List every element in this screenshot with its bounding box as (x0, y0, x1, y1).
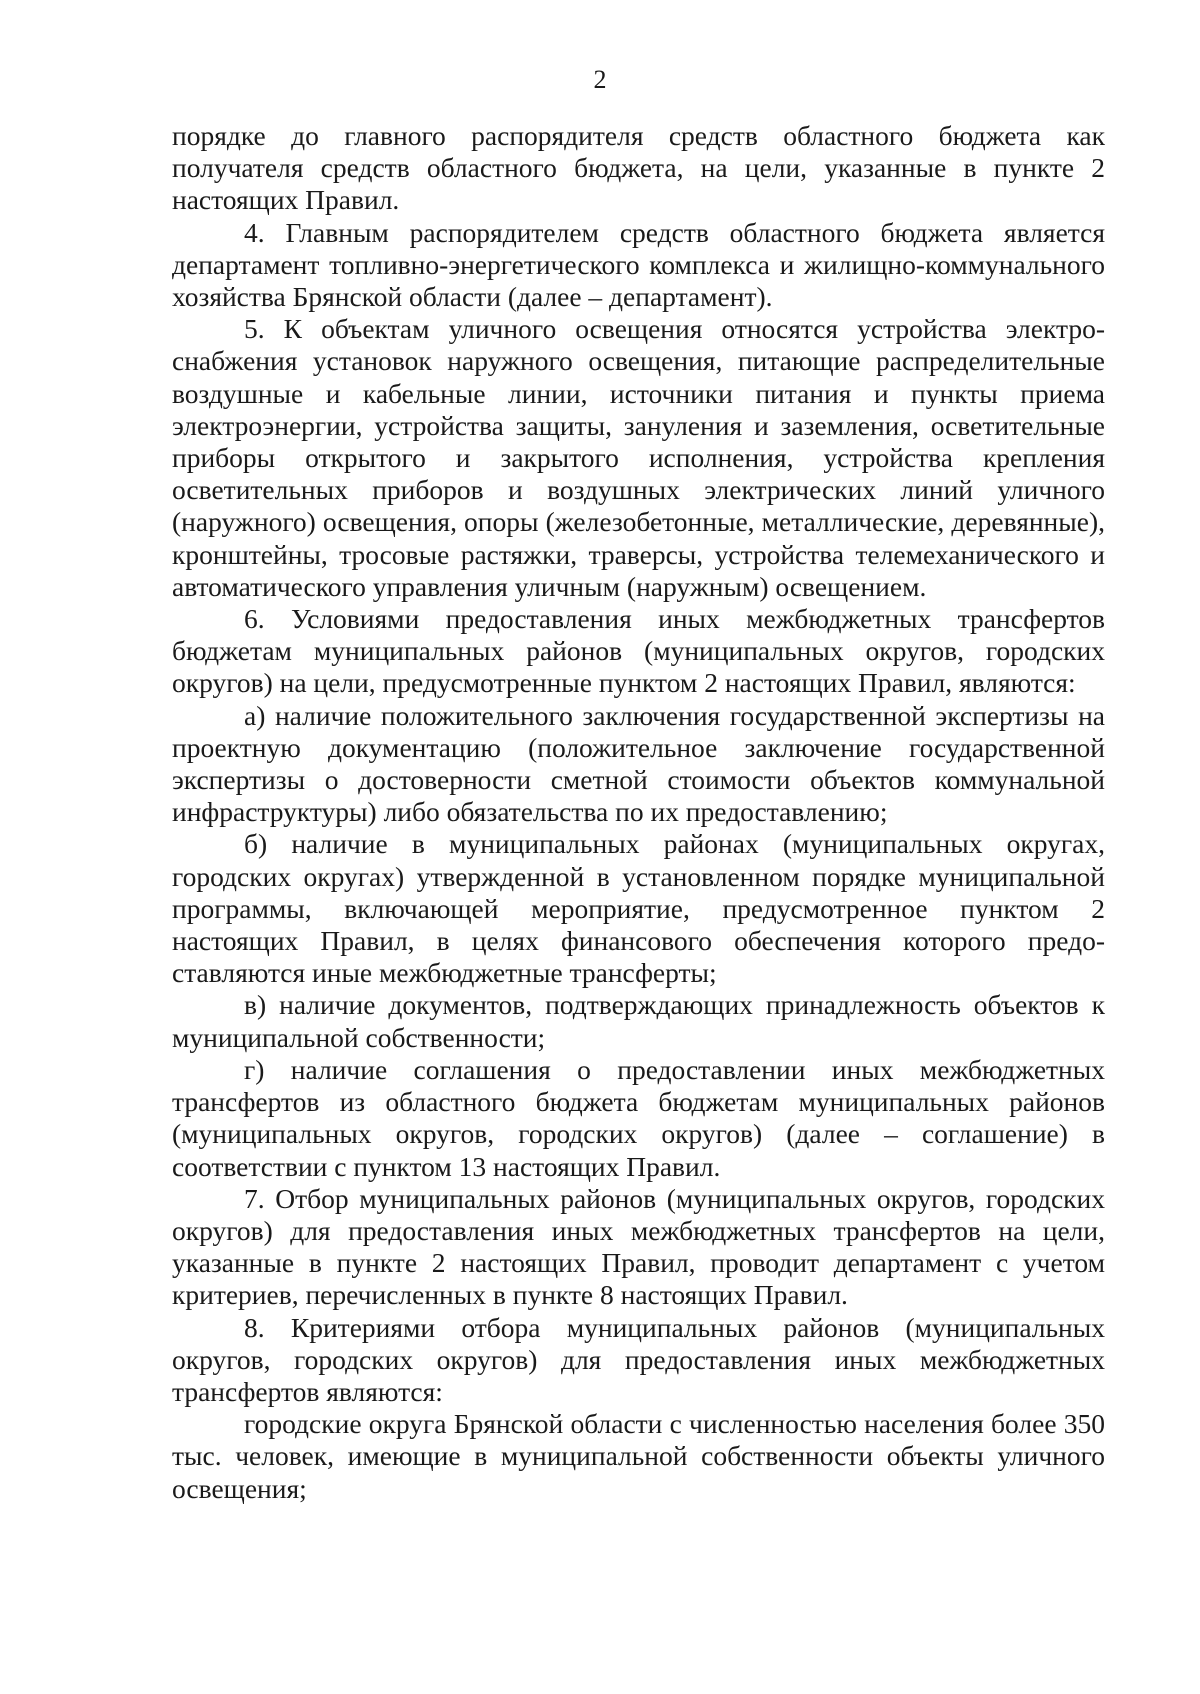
paragraph-item-5: 5. К объектам уличного освещения относятся устройства электроснабжения установок наружного освещения, питающие распределительные воздушные и кабельные линии, источники питания и пункты приема электроэнергии, устройства защиты, зануления и заземления, осветительные приборы открытого и закрытого исполнения, устройства крепления осветительных приборов и воздушных электрических линий уличного (наружного) освещения, опоры (железобетонные, металлические, деревянные), кронштейны, тросовые растяжки, траверсы, устройства телемеханического и автоматического управления уличным (наружным) освещением. (172, 313, 1105, 602)
paragraph-item-8: 8. Критериями отбора муниципальных районов (муниципальных округов, городских округов) для предоставления иных межбюджетных трансфертов являются: (172, 1311, 1105, 1407)
page-number: 2 (593, 65, 607, 94)
paragraph-subitem-b: б) наличие в муниципальных районах (муниципальных округах, городских округах) утвержденной в установленном порядке муниципальной программы, включающей мероприятие, предусмотренное пунктом 2 настоящих Правил, в целях финансового обеспечения которого предоставляются иные межбюджетные трансферты; (172, 828, 1105, 989)
paragraph-continuation: порядке до главного распорядителя средств областного бюджета как получателя средств областного бюджета, на цели, указанные в пункте 2 настоящих Правил. (172, 120, 1105, 216)
document-body (172, 120, 1105, 1505)
paragraph-criterion: городские округа Брянской области с численностью населения более 350 тыс. человек, имеющие в муниципальной собственности объекты уличного освещения; (172, 1408, 1105, 1504)
paragraph-subitem-v: в) наличие документов, подтверждающих принадлежность объектов к муниципальной собственности; (172, 989, 1105, 1053)
paragraph-item-7: 7. Отбор муниципальных районов (муниципальных округов, городских округов) для предоставления иных межбюджетных трансфертов на цели, указанные в пункте 2 настоящих Правил, проводит департамент с учетом критериев, перечисленных в пункте 8 настоящих Правил. (172, 1182, 1105, 1311)
paragraph-item-6: 6. Условиями предоставления иных межбюджетных трансфертов бюджетам муниципальных районов (муниципальных округов, городских округов) на цели, предусмотренные пунктом 2 настоящих Правил, являются: (172, 603, 1105, 699)
paragraph-subitem-g: г) наличие соглашения о предоставлении иных межбюджетных трансфертов из областного бюджета бюджетам муниципальных районов (муниципальных округов, городских округов) (далее – соглашение) в соответствии с пунктом 13 настоящих Правил. (172, 1053, 1105, 1182)
paragraph-subitem-a: а) наличие положительного заключения государственной экспертизы на проектную документацию (положительное заключение государственной экспертизы о достоверности сметной стоимости объектов коммунальной инфраструктуры) либо обязательства по их предоставлению; (172, 699, 1105, 828)
paragraph-item-4: 4. Главным распорядителем средств областного бюджета является департамент топливно-энергетического комплекса и жилищно-коммунального хозяйства Брянской области (далее – департамент). (172, 216, 1105, 313)
